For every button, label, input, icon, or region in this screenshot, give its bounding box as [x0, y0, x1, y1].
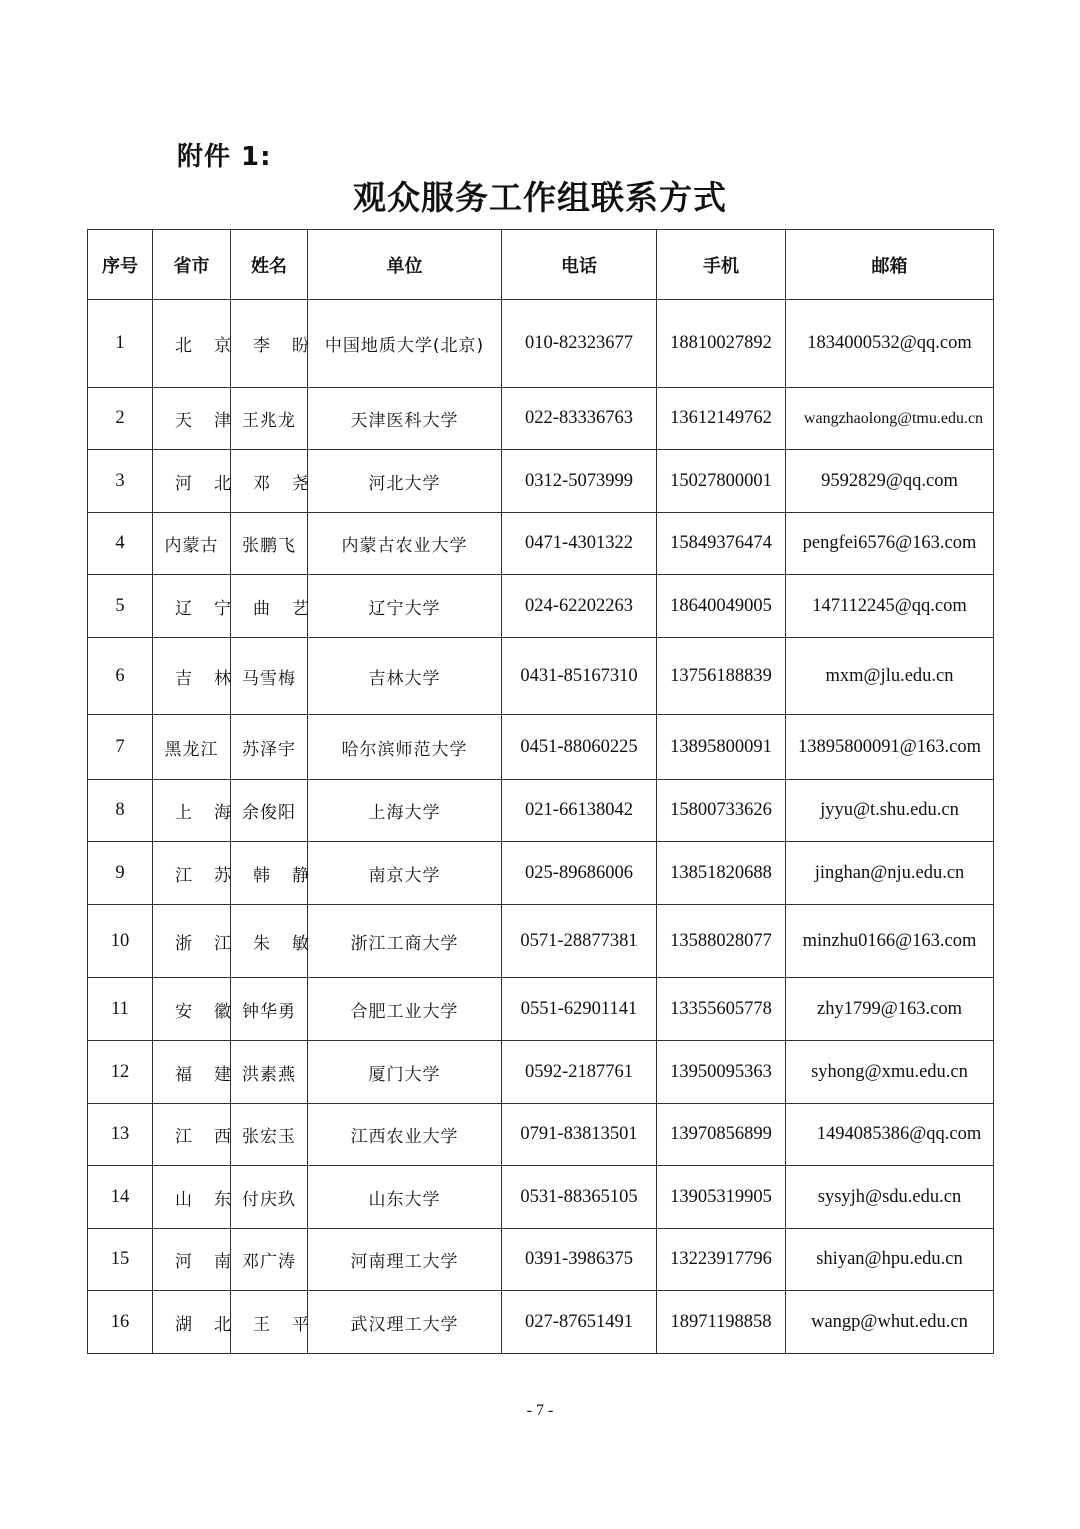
cell-phone: 0791-83813501: [502, 1104, 657, 1166]
cell-no: 10: [88, 905, 153, 978]
cell-phone: 0471-4301322: [502, 513, 657, 575]
cell-mobile: 15800733626: [657, 780, 786, 842]
cell-no: 3: [88, 450, 153, 513]
cell-unit: 哈尔滨师范大学: [308, 715, 502, 780]
cell-email: 147112245@qq.com: [786, 575, 994, 638]
cell-unit: 浙江工商大学: [308, 905, 502, 978]
cell-province: 安徽: [153, 978, 231, 1041]
cell-province: 黑龙江: [153, 715, 231, 780]
cell-phone: 024-62202263: [502, 575, 657, 638]
column-header-email: 邮箱: [786, 230, 994, 300]
cell-no: 16: [88, 1291, 153, 1354]
cell-name: 苏泽宇: [231, 715, 308, 780]
cell-mobile: 15849376474: [657, 513, 786, 575]
cell-unit: 合肥工业大学: [308, 978, 502, 1041]
table-row: [88, 905, 994, 978]
cell-phone: 010-82323677: [502, 300, 657, 388]
cell-mobile: 13588028077: [657, 905, 786, 978]
cell-email: 1494085386@qq.com: [786, 1104, 994, 1166]
cell-province: 河南: [153, 1229, 231, 1291]
cell-name: 钟华勇: [231, 978, 308, 1041]
cell-name: 马雪梅: [231, 638, 308, 715]
cell-no: 7: [88, 715, 153, 780]
cell-phone: 0531-88365105: [502, 1166, 657, 1229]
cell-no: 15: [88, 1229, 153, 1291]
cell-no: 13: [88, 1104, 153, 1166]
cell-no: 1: [88, 300, 153, 388]
cell-no: 2: [88, 388, 153, 450]
table-row: [88, 300, 994, 388]
cell-mobile: 13895800091: [657, 715, 786, 780]
cell-email: pengfei6576@163.com: [786, 513, 994, 575]
cell-unit: 厦门大学: [308, 1041, 502, 1104]
cell-email: jyyu@t.shu.edu.cn: [786, 780, 994, 842]
column-header-name: 姓名: [231, 230, 308, 300]
cell-name: 王兆龙: [231, 388, 308, 450]
cell-province: 浙江: [153, 905, 231, 978]
table-row: [88, 1291, 994, 1354]
cell-email: 1834000532@qq.com: [786, 300, 994, 388]
cell-email: zhy1799@163.com: [786, 978, 994, 1041]
cell-name: 邓尧: [231, 450, 308, 513]
table-row: [88, 388, 994, 450]
cell-email: syhong@xmu.edu.cn: [786, 1041, 994, 1104]
cell-phone: 022-83336763: [502, 388, 657, 450]
column-header-no: 序号: [88, 230, 153, 300]
cell-name: 朱敏: [231, 905, 308, 978]
cell-name: 邓广涛: [231, 1229, 308, 1291]
cell-province: 江苏: [153, 842, 231, 905]
cell-name: 张宏玉: [231, 1104, 308, 1166]
cell-unit: 上海大学: [308, 780, 502, 842]
cell-no: 5: [88, 575, 153, 638]
column-header-mobile: 手机: [657, 230, 786, 300]
table-row: [88, 1166, 994, 1229]
cell-name: 曲艺: [231, 575, 308, 638]
column-header-unit: 单位: [308, 230, 502, 300]
cell-mobile: 13355605778: [657, 978, 786, 1041]
cell-name: 王平: [231, 1291, 308, 1354]
table-row: [88, 1041, 994, 1104]
cell-phone: 0391-3986375: [502, 1229, 657, 1291]
cell-no: 6: [88, 638, 153, 715]
cell-phone: 025-89686006: [502, 842, 657, 905]
column-header-province: 省市: [153, 230, 231, 300]
cell-province: 江西: [153, 1104, 231, 1166]
cell-email: minzhu0166@163.com: [786, 905, 994, 978]
cell-phone: 0571-28877381: [502, 905, 657, 978]
table-row: [88, 978, 994, 1041]
cell-no: 8: [88, 780, 153, 842]
table-row: [88, 450, 994, 513]
attachment-label: 附件 1:: [177, 142, 272, 172]
cell-no: 14: [88, 1166, 153, 1229]
cell-province: 辽宁: [153, 575, 231, 638]
cell-mobile: 18640049005: [657, 575, 786, 638]
table-row: [88, 1229, 994, 1291]
cell-province: 上海: [153, 780, 231, 842]
cell-mobile: 18971198858: [657, 1291, 786, 1354]
column-header-phone: 电话: [502, 230, 657, 300]
table-row: [88, 513, 994, 575]
table-header-row: [88, 230, 994, 300]
cell-mobile: 13756188839: [657, 638, 786, 715]
cell-email: jinghan@nju.edu.cn: [786, 842, 994, 905]
cell-province: 天津: [153, 388, 231, 450]
cell-province: 内蒙古: [153, 513, 231, 575]
cell-unit: 辽宁大学: [308, 575, 502, 638]
table-row: [88, 638, 994, 715]
cell-province: 山东: [153, 1166, 231, 1229]
cell-name: 付庆玖: [231, 1166, 308, 1229]
cell-email: shiyan@hpu.edu.cn: [786, 1229, 994, 1291]
document-title: 观众服务工作组联系方式: [353, 178, 727, 217]
cell-email: sysyjh@sdu.edu.cn: [786, 1166, 994, 1229]
cell-unit: 河北大学: [308, 450, 502, 513]
cell-mobile: 18810027892: [657, 300, 786, 388]
cell-unit: 武汉理工大学: [308, 1291, 502, 1354]
cell-unit: 吉林大学: [308, 638, 502, 715]
cell-email: wangzhaolong@tmu.edu.cn: [786, 388, 994, 450]
cell-mobile: 15027800001: [657, 450, 786, 513]
page-number: - 7 -: [526, 1402, 554, 1419]
cell-name: 洪素燕: [231, 1041, 308, 1104]
cell-name: 余俊阳: [231, 780, 308, 842]
cell-phone: 0551-62901141: [502, 978, 657, 1041]
cell-unit: 内蒙古农业大学: [308, 513, 502, 575]
cell-name: 李盼: [231, 300, 308, 388]
cell-mobile: 13612149762: [657, 388, 786, 450]
cell-mobile: 13905319905: [657, 1166, 786, 1229]
cell-unit: 河南理工大学: [308, 1229, 502, 1291]
cell-phone: 0312-5073999: [502, 450, 657, 513]
cell-email: mxm@jlu.edu.cn: [786, 638, 994, 715]
cell-mobile: 13851820688: [657, 842, 786, 905]
cell-unit: 天津医科大学: [308, 388, 502, 450]
cell-phone: 0451-88060225: [502, 715, 657, 780]
cell-province: 福建: [153, 1041, 231, 1104]
table-row: [88, 575, 994, 638]
cell-unit: 南京大学: [308, 842, 502, 905]
table-row: [88, 715, 994, 780]
table-row: [88, 780, 994, 842]
cell-province: 河北: [153, 450, 231, 513]
cell-no: 9: [88, 842, 153, 905]
cell-mobile: 13970856899: [657, 1104, 786, 1166]
cell-name: 张鹏飞: [231, 513, 308, 575]
cell-email: 13895800091@163.com: [786, 715, 994, 780]
cell-no: 4: [88, 513, 153, 575]
cell-phone: 0431-85167310: [502, 638, 657, 715]
cell-email: wangp@whut.edu.cn: [786, 1291, 994, 1354]
cell-name: 韩静: [231, 842, 308, 905]
cell-unit: 中国地质大学(北京): [308, 300, 502, 388]
cell-email: 9592829@qq.com: [786, 450, 994, 513]
cell-phone: 027-87651491: [502, 1291, 657, 1354]
cell-mobile: 13950095363: [657, 1041, 786, 1104]
cell-province: 湖北: [153, 1291, 231, 1354]
cell-unit: 江西农业大学: [308, 1104, 502, 1166]
table-row: [88, 842, 994, 905]
cell-mobile: 13223917796: [657, 1229, 786, 1291]
table-row: [88, 1104, 994, 1166]
cell-phone: 0592-2187761: [502, 1041, 657, 1104]
cell-unit: 山东大学: [308, 1166, 502, 1229]
cell-no: 12: [88, 1041, 153, 1104]
cell-province: 吉林: [153, 638, 231, 715]
cell-no: 11: [88, 978, 153, 1041]
cell-phone: 021-66138042: [502, 780, 657, 842]
contact-table: [87, 229, 994, 1354]
cell-province: 北京: [153, 300, 231, 388]
